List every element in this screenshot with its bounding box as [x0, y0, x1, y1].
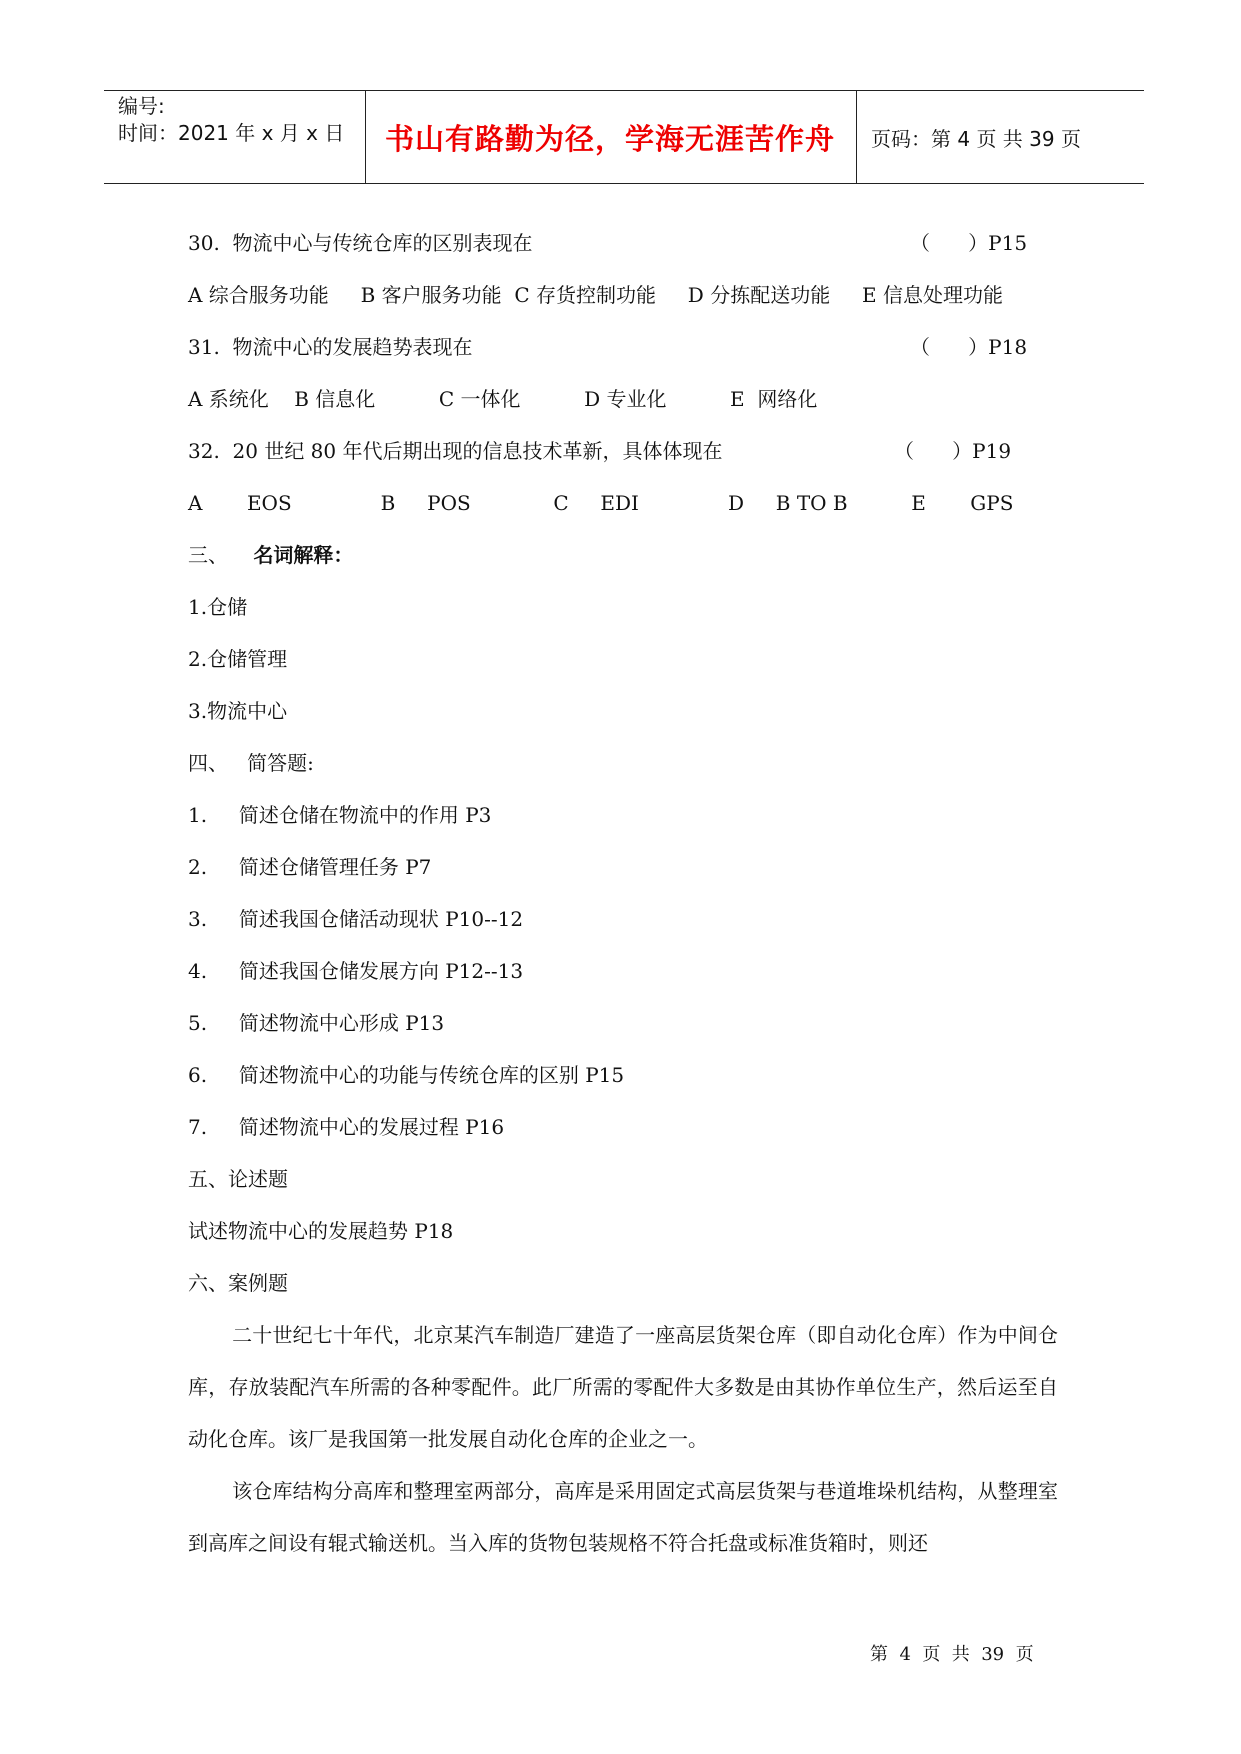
section-title-4: 四、 简答题: — [188, 751, 314, 775]
essay-question: 试述物流中心的发展趋势 P18 — [188, 1219, 454, 1243]
answer-ref-31: （ ）P18 — [910, 335, 1028, 359]
list-item: 2. 简述仓储管理任务 P7 — [188, 855, 432, 879]
question-30-options: A 综合服务功能 B 客户服务功能 C 存货控制功能 D 分拣配送功能 E 信息处理功能 — [188, 283, 1003, 307]
list-item: 3.物流中心 — [188, 699, 288, 723]
list-item: 6. 简述物流中心的功能与传统仓库的区别 P15 — [188, 1063, 625, 1087]
question-32: 32. 20 世纪 80 年代后期出现的信息技术革新，具体体现在 — [188, 439, 723, 463]
list-item: 7. 简述物流中心的发展过程 P16 — [188, 1115, 505, 1139]
case-paragraph — [188, 1465, 1058, 1569]
header-divider — [856, 91, 857, 183]
case-paragraph-text: 该仓库结构分高库和整理室两部分，高库是采用固定式高层货架与巷道堆垛机结构，从整理室到高库之间设有辊式输送机。当入库的货物包装规格不符合托盘或标准货箱时，则还 — [188, 1479, 1058, 1555]
header-motto: 书山有路勤为径，学海无涯苦作舟 — [384, 121, 835, 156]
section-heading: 名词解释： — [253, 543, 354, 567]
header-left — [118, 93, 344, 147]
question-32-options: A EOS B POS C EDI D B TO B E GPS — [188, 491, 1014, 515]
case-paragraph — [188, 1309, 1058, 1465]
page-footer: 第 4 页 共 39 页 — [870, 1644, 1034, 1665]
section-title-5: 五、论述题 — [188, 1167, 288, 1191]
question-31-options: A 系统化 B 信息化 C 一体化 D 专业化 E 网络化 — [188, 387, 818, 411]
section-title-6: 六、案例题 — [188, 1271, 288, 1295]
section-title-3 — [188, 542, 353, 568]
question-30: 30. 物流中心与传统仓库的区别表现在 — [188, 231, 533, 255]
answer-ref-32: （ ）P19 — [894, 439, 1012, 463]
list-item: 5. 简述物流中心形成 P13 — [188, 1011, 445, 1035]
answer-ref-30: （ ）P15 — [910, 231, 1028, 255]
number-label: 编号: — [118, 94, 165, 118]
list-item: 1.仓储 — [188, 595, 248, 619]
case-paragraph-text: 二十世纪七十年代，北京某汽车制造厂建造了一座高层货架仓库（即自动化仓库）作为中间仓库，存放装配汽车所需的各种零配件。此厂所需的零配件大多数是由其协作单位生产，然后运至自动化仓库。该厂是我国第一批发展自动化仓库的企业之一。 — [188, 1323, 1058, 1451]
list-item: 1. 简述仓储在物流中的作用 P3 — [188, 803, 492, 827]
header-page-info: 页码：第 4 页 共 39 页 — [871, 126, 1081, 151]
page-header — [104, 90, 1144, 184]
list-item: 3. 简述我国仓储活动现状 P10--12 — [188, 907, 524, 931]
list-item: 4. 简述我国仓储发展方向 P12--13 — [188, 959, 524, 983]
header-divider — [365, 91, 366, 183]
time-label: 时间：2021 年 x 月 x 日 — [118, 121, 345, 145]
section-number: 三、 — [188, 543, 228, 567]
question-31: 31. 物流中心的发展趋势表现在 — [188, 335, 473, 359]
list-item: 2.仓储管理 — [188, 647, 288, 671]
